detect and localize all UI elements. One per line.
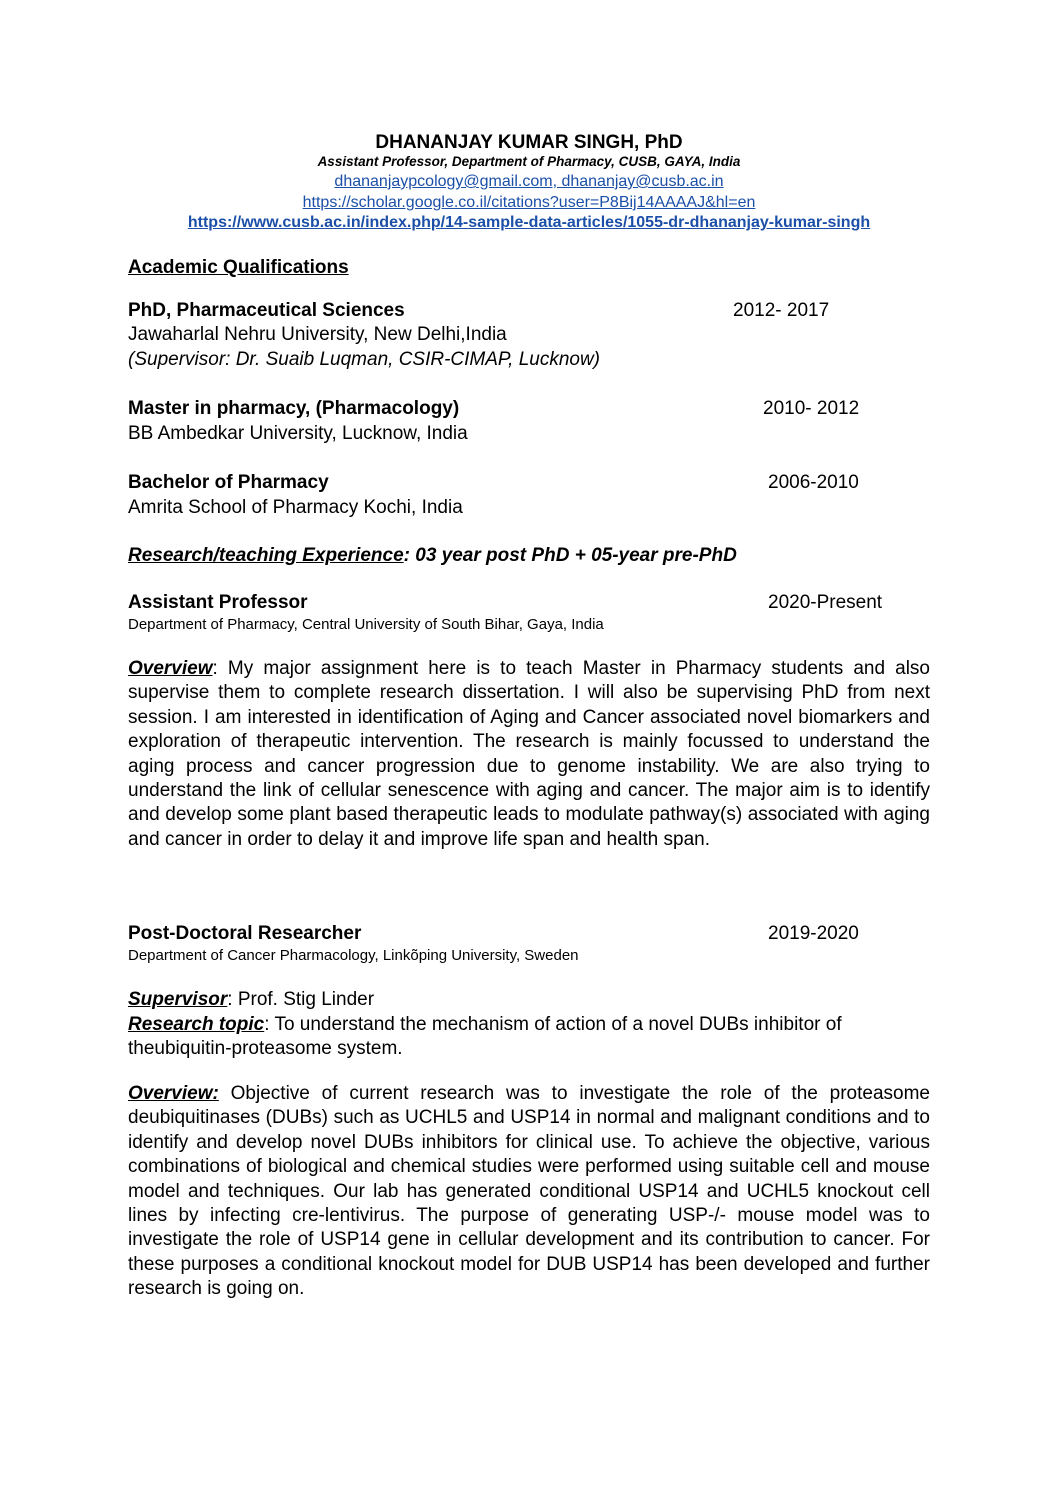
years-postdoc: 2019-2020 bbox=[768, 923, 859, 944]
degree-phd: PhD, Pharmaceutical Sciences bbox=[128, 300, 405, 321]
institution-bpharm: Amrita School of Pharmacy Kochi, India bbox=[128, 497, 463, 518]
research-topic-postdoc bbox=[128, 1013, 930, 1062]
overview-postdoc-text: Objective of current research was to investigate the role of the proteasome deubiquitinases (DUBs) such as UCHL5 and USP14 in normal and malignant conditions and to identify and develop novel DUBs inhibitors for clinical use. To achieve the objective, various combinations of biological and chemical studies were performed using suitable cell and mouse model and techniques. Our lab has generated conditional USP14 and UCHL5 knockout cell lines by infecting cre-lentivirus. The purpose of generating USP-/- mouse model was to investigate the role of USP14 gene in cellular development and its contribution to cancer. For these purposes a conditional knockout model for DUB USP14 has been developed and further research is going on. bbox=[128, 1083, 930, 1300]
research-topic-text: : To understand the mechanism of action of a novel DUBs inhibitor of theubiquitin-proteasome system. bbox=[128, 1014, 842, 1060]
experience-title-underlined: Research/teaching Experience bbox=[128, 545, 404, 566]
overview-text: : My major assignment here is to teach Master in Pharmacy students and also supervise them to complete research dissertation. I will also be supervising PhD from next session. I am interested in identification of Aging and Cancer associated novel biomarkers and exploration of therapeutic intervention. The research is mainly focussed to understand the aging process and cancer progression due to genome instability. We are also trying to understand the link of cellular senescence with aging and cancer. The major aim is to identify and develop some plant based therapeutic leads to modulate pathway(s) associated with aging and cancer in order to delay it and improve life span and health span. bbox=[128, 658, 930, 850]
experience-section-title bbox=[128, 545, 737, 567]
role-assistant-professor: Assistant Professor bbox=[128, 592, 308, 613]
institution-phd: Jawaharlal Nehru University, New Delhi,India bbox=[128, 324, 507, 345]
role-postdoc: Post-Doctoral Researcher bbox=[128, 923, 362, 944]
overview-label: Overview bbox=[128, 658, 213, 679]
cv-name: DHANANJAY KUMAR SINGH, PhD bbox=[375, 132, 683, 153]
years-bpharm: 2006-2010 bbox=[768, 472, 859, 493]
supervisor-postdoc bbox=[128, 988, 930, 1012]
profile-link[interactable]: https://www.cusb.ac.in/index.php/14-sample-data-articles/1055-dr-dhananjay-kumar-singh bbox=[187, 214, 871, 231]
years-phd: 2012- 2017 bbox=[733, 300, 830, 321]
institution-mpharm: BB Ambedkar University, Lucknow, India bbox=[128, 423, 468, 444]
years-mpharm: 2010- 2012 bbox=[763, 398, 860, 419]
email-links[interactable]: dhananjaypcology@gmail.com, dhananjay@cusb.ac.in bbox=[334, 173, 724, 190]
academic-section-title: Academic Qualifications bbox=[128, 257, 349, 278]
cv-position: Assistant Professor, Department of Pharmacy, CUSB, GAYA, India bbox=[317, 154, 741, 169]
dept-postdoc: Department of Cancer Pharmacology, Linkõping University, Sweden bbox=[128, 947, 579, 964]
overview-assistant-professor bbox=[128, 657, 930, 852]
overview-postdoc-label: Overview: bbox=[128, 1083, 219, 1104]
degree-mpharm: Master in pharmacy, (Pharmacology) bbox=[128, 398, 460, 419]
scholar-link[interactable]: https://scholar.google.co.il/citations?user=P8Bij14AAAAJ&hl=en bbox=[302, 194, 756, 211]
supervisor-text: : Prof. Stig Linder bbox=[227, 989, 375, 1010]
research-topic-label: Research topic bbox=[128, 1014, 265, 1035]
degree-bpharm: Bachelor of Pharmacy bbox=[128, 472, 329, 493]
experience-title-rest: : 03 year post PhD + 05-year pre-PhD bbox=[403, 545, 737, 566]
supervisor-phd: (Supervisor: Dr. Suaib Luqman, CSIR-CIMAP, Lucknow) bbox=[128, 349, 601, 370]
overview-postdoc bbox=[128, 1082, 930, 1302]
supervisor-label: Supervisor bbox=[128, 989, 228, 1010]
years-assistant-professor: 2020-Present bbox=[768, 592, 883, 613]
dept-assistant-professor: Department of Pharmacy, Central University of South Bihar, Gaya, India bbox=[128, 616, 604, 633]
